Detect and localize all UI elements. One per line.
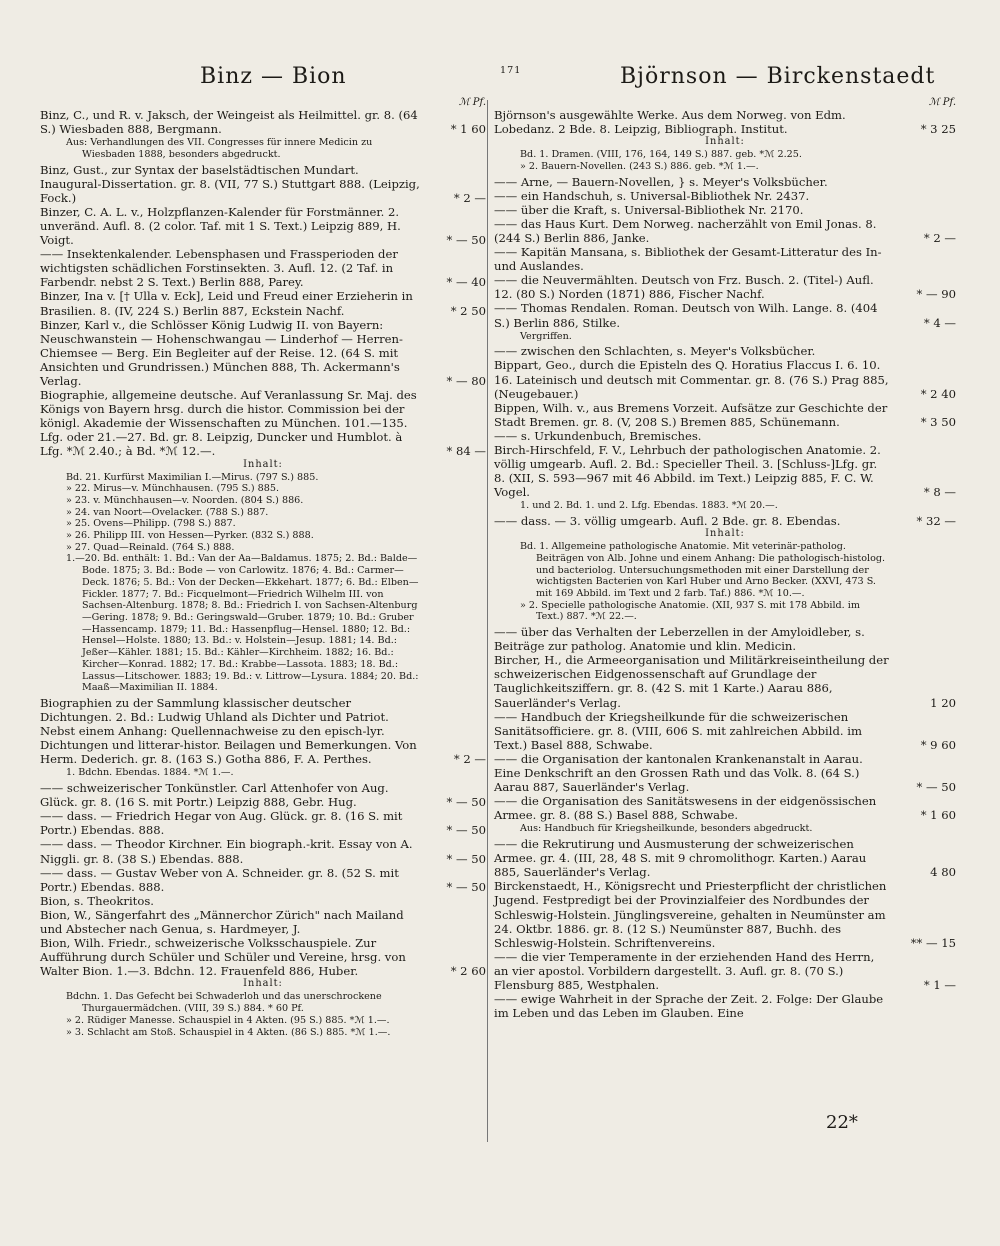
entry-text: Bippen, Wilh. v., aus Bremens Vorzeit. Aufsätze zur Geschichte der Stadt Bremen. gr. 8. (V, 208 S.) Bremen 885, Schünemann. xyxy=(494,400,888,429)
catalog-entry xyxy=(40,894,486,908)
entry-text: —— die Neuvermählten. Deutsch von Frz. Busch. 2. (Titel-) Aufl. 12. (80 S.) Norden (1871) 886, Fischer Nachf. xyxy=(494,273,874,302)
catalog-entry xyxy=(40,809,486,837)
entry-price: * 2 40 xyxy=(920,386,956,401)
entry-text: —— dass. — Theodor Kirchner. Ein biograph.-krit. Essay von A. Niggli. gr. 8. (38 S.) Ebendas. 888. xyxy=(40,837,413,866)
catalog-entry xyxy=(40,781,486,809)
contents-heading: Inhalt: xyxy=(243,458,283,470)
entry-text: Binzer, Karl v., die Schlösser König Ludwig II. von Bayern: Neuschwanstein — Hohenschwangau — Linderhof — Herren-Chiemsee — Berg. Ein Begleiter auf der Reise. 12. (64 S. mit Ansichten und Grundrissen.) München 888, Th. Ackermann's Verlag. xyxy=(40,317,403,388)
note-line: » 2. Bauern-Novellen. (243 S.) 886. geb. *ℳ 1.—. xyxy=(520,160,759,172)
entry-price: * — 50 xyxy=(916,780,956,795)
entry-price: * — 50 xyxy=(446,851,486,866)
note-line: » 24. van Noort—Ovelacker. (788 S.) 887. xyxy=(66,506,269,518)
note-line: » 3. Schlacht am Stoß. Schauspiel in 4 Akten. (86 S.) 885. *ℳ 1.—. xyxy=(66,1026,391,1038)
signature-mark: 22* xyxy=(826,1112,858,1133)
catalog-entry xyxy=(40,318,486,388)
note-line: 1. und 2. Bd. 1. und 2. Lfg. Ebendas. 1883. *ℳ 20.—. xyxy=(520,500,778,512)
entry-text: Bion, s. Theokritos. xyxy=(40,893,154,908)
entry-price: * — 50 xyxy=(446,823,486,838)
entry-text: —— s. Urkundenbuch, Bremisches. xyxy=(494,428,702,443)
entry-text: Björnson's ausgewählte Werke. Aus dem Norweg. von Edm. Lobedanz. 2 Bde. 8. Leipzig, Bibliograph. Institut. xyxy=(494,108,846,137)
note-line: Bd. 1. Dramen. (VIII, 176, 164, 149 S.) 887. geb. *ℳ 2.25. xyxy=(520,149,802,161)
note-line: Vergriffen. xyxy=(520,330,572,342)
price-units-right: ℳ Pf. xyxy=(928,97,956,108)
catalog-entry xyxy=(494,625,956,653)
note-line: 1. Bdchn. Ebendas. 1884. *ℳ 1.—. xyxy=(66,767,234,779)
entry-text: Binzer, Ina v. [† Ulla v. Eck], Leid und Freud einer Erzieherin in Brasilien. 8. (IV, 224 S.) Berlin 887, Eckstein Nachf. xyxy=(40,289,413,318)
entry-note xyxy=(40,137,486,160)
entry-text: Birckenstaedt, H., Königsrecht und Priesterpflicht der christlichen Jugend. Festpredigt bei der Provinzialfeier des Nordbundes der Schleswig-Holstein. Jünglingsvereine, gehalten in Neumünster am 24. Oktbr. 1886. gr. 8. (12 S.) Neumünster 887, Buchh. des Schleswig-Holstein. Schriftenvereins. xyxy=(494,879,887,950)
entry-text: —— die Rekrutirung und Ausmusterung der schweizerischen Armee. gr. 4. (III, 28, 48 S. mit 9 chromolithogr. Karten.) Aarau 885, Sauerländer's Verlag. xyxy=(494,837,867,880)
entry-text: —— dass. — Friedrich Hegar von Aug. Glück. gr. 8. (16 S. mit Portr.) Ebendas. 888. xyxy=(40,809,403,838)
note-line: » 2. Specielle pathologische Anatomie. (XII, 937 S. mit 178 Abbild. im Text.) 887. *ℳ 22.—. xyxy=(520,599,860,623)
column-divider xyxy=(487,100,488,1142)
entry-text: —— zwischen den Schlachten, s. Meyer's Volksbücher. xyxy=(494,344,816,359)
catalog-entry xyxy=(494,992,956,1020)
running-head-right: Björnson — Birckenstaedt xyxy=(620,64,936,89)
entry-note xyxy=(494,331,956,343)
catalog-entry xyxy=(494,301,956,329)
catalog-entry xyxy=(494,217,956,245)
entry-price: * 4 — xyxy=(923,315,956,330)
entry-text: —— die Organisation der kantonalen Krankenanstalt in Aarau. Eine Denkschrift an den Grossen Rath und das Volk. 8. (64 S.) Aarau 887, Sauerländer's Verlag. xyxy=(494,751,863,795)
entry-note xyxy=(494,149,956,172)
entry-text: Binz, Gust., zur Syntax der baselstädtischen Mundart. Inaugural-Dissertation. gr. 8. (VII, 77 S.) Stuttgart 888. (Leipzig, Fock.) xyxy=(40,162,420,205)
entry-text: —— dass. — 3. völlig umgearb. Aufl. 2 Bde. gr. 8. Ebendas. xyxy=(494,514,841,529)
catalog-entry xyxy=(494,358,956,400)
note-line: » 22. Mirus—v. Münchhausen. (795 S.) 885. xyxy=(66,483,280,495)
catalog-entry xyxy=(40,205,486,247)
note-line: » 26. Philipp III. von Hessen—Pyrker. (832 S.) 888. xyxy=(66,530,314,542)
catalog-entry xyxy=(494,752,956,794)
entry-text: —— ewige Wahrheit in der Sprache der Zeit. 2. Folge: Der Glaube im Leben und das Leben im Glauben. Eine xyxy=(494,992,884,1021)
entry-price: * 84 — xyxy=(446,444,486,459)
entry-note xyxy=(40,991,486,1038)
catalog-entry xyxy=(494,794,956,822)
entry-price: 4 80 xyxy=(930,865,956,880)
note-line: » 23. v. Münchhausen—v. Noorden. (804 S.) 886. xyxy=(66,494,304,506)
catalog-entry xyxy=(494,203,956,217)
entry-text: —— die vier Temperamente in der erziehenden Hand des Herrn, an vier apostol. Vorbildern dargestellt. 3. Aufl. gr. 8. (70 S.) Flensburg 885, Westphalen. xyxy=(494,949,875,993)
note-line: Bd. 21. Kurfürst Maximilian I.—Mirus. (797 S.) 885. xyxy=(66,471,319,483)
entry-text: Bion, Wilh. Friedr., schweizerische Volksschauspiele. Zur Aufführung durch Schüler und Schüler und Vereine, hrsg. von Walter Bion. 1.—3. Bdchn. 12. Frauenfeld 886, Huber. xyxy=(40,936,406,979)
entry-price: * 1 60 xyxy=(920,808,956,823)
catalog-entry xyxy=(40,108,486,136)
entry-price: ** — 15 xyxy=(910,935,956,950)
entry-price: * 32 — xyxy=(916,514,956,529)
price-units-left: ℳ Pf. xyxy=(458,97,486,108)
entry-note xyxy=(494,500,956,512)
catalog-entry xyxy=(40,163,486,205)
entry-price: * — 90 xyxy=(916,287,956,302)
entry-note xyxy=(494,823,956,835)
entry-text: Birch-Hirschfeld, F. V., Lehrbuch der pathologischen Anatomie. 2. völlig umgearb. Aufl. 2. Bd.: Specieller Theil. 3. [Schluss-]Lfg. gr. 8. (XII, S. 593—967 mit 46 Abbild. im Text.) Leipzig 885, F. C. W. Vogel. xyxy=(494,442,881,500)
page-number: 171 xyxy=(500,65,522,76)
entry-price: * 1 60 xyxy=(450,122,486,137)
entry-text: —— ein Handschuh, s. Universal-Bibliothek Nr. 2437. xyxy=(494,188,810,203)
catalog-entry xyxy=(494,108,956,136)
entry-text: Binzer, C. A. L. v., Holzpflanzen-Kalender für Forstmänner. 2. unveränd. Aufl. 8. (2 color. Taf. mit 1 S. Text.) Leipzig 889, H. Voigt. xyxy=(40,204,401,248)
entry-text: —— Kapitän Mansana, s. Bibliothek der Gesamt-Litteratur des In- und Auslandes. xyxy=(494,245,882,274)
catalog-entry xyxy=(40,908,486,936)
entry-text: Biographie, allgemeine deutsche. Auf Veranlassung Sr. Maj. des Königs von Bayern hrsg. durch die histor. Commission bei der königl. Akademie der Wissenschaften zu München. 101.—135. Lfg. oder 21.—27. Bd. gr. 8. Leipzig, Duncker und Humblot. à Lfg. *ℳ 2.40.; à Bd. *ℳ 12.—. xyxy=(40,388,417,459)
entry-text: —— über die Kraft, s. Universal-Bibliothek Nr. 2170. xyxy=(494,202,804,217)
catalog-entry xyxy=(494,879,956,949)
catalog-entry xyxy=(494,950,956,992)
entry-text: Bippart, Geo., durch die Episteln des Q. Horatius Flaccus I. 6. 10. 16. Lateinisch und deutsch mit Commentar. gr. 8. (76 S.) Prag 885, (Neugebauer.) xyxy=(494,358,889,401)
running-head-left: Binz — Bion xyxy=(200,64,347,89)
catalog-entry xyxy=(40,866,486,894)
entry-text: —— Handbuch der Kriegsheilkunde für die schweizerischen Sanitätsofficiere. gr. 8. (VIII, 606 S. mit zahlreichen Abbild. im Text.) Basel 888, Schwabe. xyxy=(494,709,862,752)
entry-price: * 2 — xyxy=(453,752,486,767)
note-line: 1.—20. Bd. enthält: 1. Bd.: Van der Aa—Baldamus. 1875; 2. Bd.: Balde—Bode. 1875; 3. Bd.: Bode — von Carlowitz. 1876; 4. Bd.: Carmer—Deck. 1876; 5. Bd.: Von der Decken—Ekkehart. 1877; 6. Bd.: Elben—Fickler. 1877; 7. Bd.: Ficquelmont—Friedrich Wilhelm III. von Sachsen-Altenburg. 1878; 8. Bd.: Friedrich I. von Sachsen-Altenburg—Gering. 1878; 9. Bd.: Geringswald—Gruber. 1879; 10. Bd.: Gruber—Hassencamp. 1879; 11. Bd.: Hassenpflug—Hensel. 1880; 12. Bd.: Hensel—Holste. 1880; 13. Bd.: v. Holstein—Jesup. 1881; 14. Bd.: Jeßer—Kähler. 1881; 15. Bd.: Kähler—Kirchheim. 1882; 16. Bd.: Kircher—Konrad. 1882; 17. Bd.: Krabbe—Lassota. 1883; 18. Bd.: Lassus—Litschower. 1883; 19. Bd.: v. Littrow—Lysura. 1884; 20. Bd.: Maaß—Maximilian II. 1884. xyxy=(66,553,419,694)
entry-price: * 3 25 xyxy=(920,122,956,137)
entry-price: * 3 50 xyxy=(920,414,956,429)
entry-note xyxy=(494,541,956,623)
entry-text: —— das Haus Kurt. Dem Norweg. nacherzählt von Emil Jonas. 8. (244 S.) Berlin 886, Janke. xyxy=(494,216,877,245)
note-line: » 27. Quad—Reinald. (764 S.) 888. xyxy=(66,541,235,553)
note-line: Bd. 1. Allgemeine pathologische Anatomie. Mit veterinär-patholog. Beiträgen von Alb. Johne und einem Anhang: Die pathologisch-histolog. und bacteriolog. Untersuchungsmethoden mit einer Darstellung der wichtigsten Bacterien von Karl Huber und Arno Becker. (XXVI, 473 S. mit 169 Abbild. im Text und 2 farb. Taf.) 886. *ℳ 10.—. xyxy=(520,541,886,599)
entry-price: * 2 60 xyxy=(450,964,486,979)
entry-price: * — 80 xyxy=(446,374,486,388)
catalog-entry xyxy=(40,696,486,766)
entry-price: * 1 — xyxy=(923,978,956,993)
catalog-entry xyxy=(494,710,956,752)
contents-heading: Inhalt: xyxy=(705,136,745,148)
entry-text: Binz, C., und R. v. Jaksch, der Weingeist als Heilmittel. gr. 8. (64 S.) Wiesbaden 888, Bergmann. xyxy=(40,108,418,137)
catalog-entry xyxy=(40,247,486,289)
entry-text: —— Thomas Rendalen. Roman. Deutsch von Wilh. Lange. 8. (404 S.) Berlin 886, Stilke. xyxy=(494,301,878,330)
entry-price: 1 20 xyxy=(930,695,956,710)
contents-heading: Inhalt: xyxy=(243,978,283,990)
catalog-entry xyxy=(494,837,956,879)
entry-text: Bircher, H., die Armeeorganisation und Militärkreiseintheilung der schweizerischen Eidgenossenschaft auf Grundlage der Tauglichkeitsziffern. gr. 8. (42 S. mit 1 Karte.) Aarau 886, Sauerländer's Verlag. xyxy=(494,653,889,710)
entry-text: Bion, W., Sängerfahrt des „Männerchor Zürich" nach Mailand und Abstecher nach Genua, s. Hardmeyer, J. xyxy=(40,907,404,937)
entry-text: Biographien zu der Sammlung klassischer deutscher Dichtungen. 2. Bd.: Ludwig Uhland als Dichter und Patriot. Nebst einem Anhang: Quellennachweise zu den episch-lyr. Dichtungen und litterar-histor. Beilagen und Bemerkungen. Von Herm. Dederich. gr. 8. (163 S.) Gotha 886, F. A. Perthes. xyxy=(40,695,417,767)
catalog-entry xyxy=(494,344,956,358)
catalog-entry xyxy=(40,388,486,458)
catalog-entry xyxy=(40,837,486,865)
entry-text: —— Arne, — Bauern-Novellen, } s. Meyer's Volksbücher. xyxy=(494,174,828,189)
note-line: Aus: Handbuch für Kriegsheilkunde, besonders abgedruckt. xyxy=(520,823,813,835)
contents-heading: Inhalt: xyxy=(705,528,745,540)
entry-text: —— die Organisation des Sanitätswesens in der eidgenössischen Armee. gr. 8. (88 S.) Basel 888, Schwabe. xyxy=(494,794,877,823)
catalog-entry xyxy=(494,443,956,499)
entry-price: * 8 — xyxy=(923,485,956,500)
note-line: » 25. Ovens—Philipp. (798 S.) 887. xyxy=(66,518,236,530)
catalog-entry xyxy=(494,514,956,528)
note-line: » 2. Rüdiger Manesse. Schauspiel in 4 Akten. (95 S.) 885. *ℳ 1.—. xyxy=(66,1014,390,1026)
entry-price: * 9 60 xyxy=(920,737,956,752)
entry-price: * 2 50 xyxy=(450,303,486,318)
left-column xyxy=(40,98,486,1040)
catalog-entry xyxy=(494,175,956,189)
catalog-entry xyxy=(494,273,956,301)
entry-text: —— dass. — Gustav Weber von A. Schneider. gr. 8. (52 S. mit Portr.) Ebendas. 888. xyxy=(40,865,399,894)
entry-text: —— über das Verhalten der Leberzellen in der Amyloidleber, s. Beiträge zur patholog. Anatomie und klin. Medicin. xyxy=(494,625,865,654)
note-line: Aus: Verhandlungen des VII. Congresses für innere Medicin zu Wiesbaden 1888, besonders abgedruckt. xyxy=(66,137,373,160)
entry-price: * — 40 xyxy=(446,275,486,290)
entry-price: * — 50 xyxy=(446,795,486,810)
catalog-entry xyxy=(40,936,486,978)
catalog-entry xyxy=(494,401,956,429)
note-line: Bdchn. 1. Das Gefecht bei Schwaderloh und das unerschrockene Thurgauermädchen. (VIII, 39 S.) 884. * 60 Pf. xyxy=(66,991,382,1015)
entry-text: —— Insektenkalender. Lebensphasen und Frassperioden der wichtigsten schädlichen Forstinsekten. 3. Aufl. 12. (2 Taf. in Farbendr. nebst 2 S. Text.) Berlin 888, Parey. xyxy=(40,247,398,290)
entry-price: * 2 — xyxy=(453,190,486,205)
catalog-entry xyxy=(494,653,956,709)
right-column xyxy=(494,98,956,1020)
entry-price: * 2 — xyxy=(923,230,956,245)
entry-note xyxy=(40,472,486,694)
entry-price: * — 50 xyxy=(446,233,486,248)
entry-text: —— schweizerischer Tonkünstler. Carl Attenhofer von Aug. Glück. gr. 8. (16 S. mit Portr.) Leipzig 888, Gebr. Hug. xyxy=(40,781,389,810)
catalog-entry xyxy=(494,429,956,443)
entry-price: * — 50 xyxy=(446,879,486,894)
catalog-entry xyxy=(494,245,956,273)
entry-note xyxy=(40,767,486,779)
catalog-entry xyxy=(494,189,956,203)
catalog-entry xyxy=(40,289,486,317)
